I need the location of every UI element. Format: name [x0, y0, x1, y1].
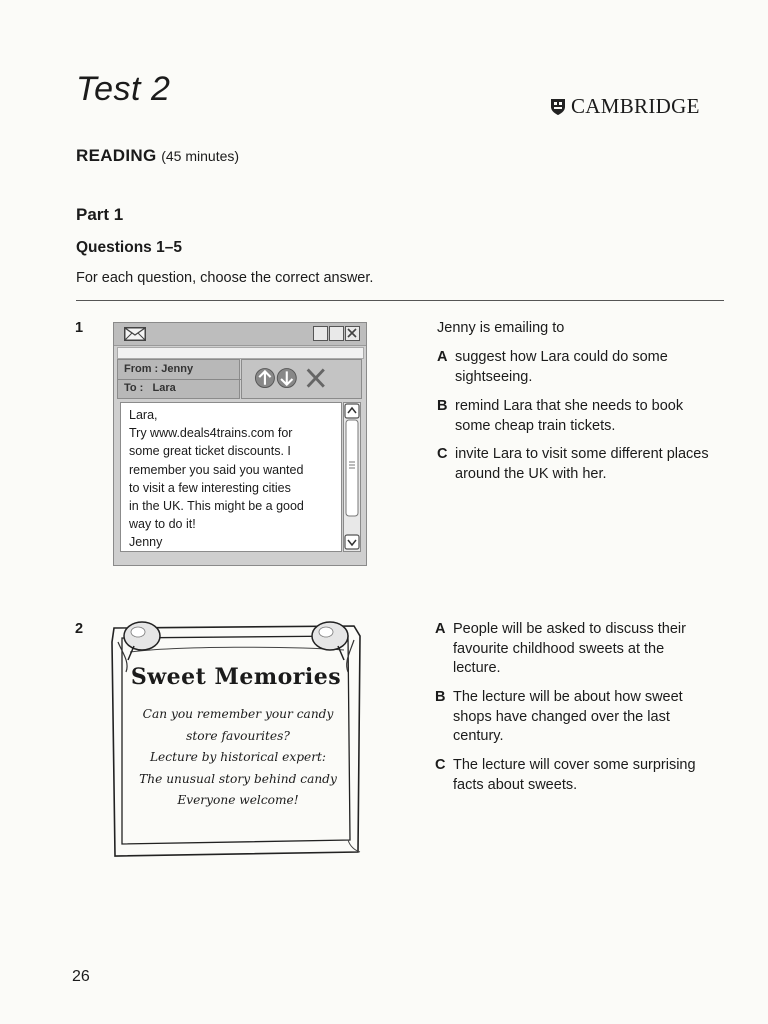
- option-line: facts about sweets.: [453, 776, 578, 793]
- email-nav-controls: [241, 359, 362, 399]
- cambridge-brand: [550, 94, 700, 119]
- email-line: in the UK. This might be a good: [129, 499, 304, 514]
- email-toolbar-strip: [117, 347, 364, 359]
- down-arrow-icon: [277, 369, 296, 388]
- from-value: Jenny: [161, 363, 194, 375]
- option-text: [453, 688, 723, 747]
- option-letter: C: [435, 757, 446, 773]
- header-divider: [118, 379, 241, 380]
- option-text: [453, 756, 723, 795]
- email-window: [113, 322, 367, 566]
- option-letter: A: [437, 349, 448, 365]
- option-line: around the UK with her.: [455, 465, 607, 482]
- option-line: century.: [453, 728, 504, 744]
- question-stem: Jenny is emailing to: [437, 320, 565, 336]
- option-text: [455, 348, 725, 387]
- option-letter: B: [435, 689, 446, 705]
- option-line: favourite childhood sweets at the: [453, 640, 665, 657]
- option-text: [455, 397, 725, 436]
- from-label: From :: [124, 363, 159, 375]
- email-line: way to do it!: [129, 517, 196, 532]
- to-value: Lara: [152, 382, 176, 394]
- email-line: Lara,: [129, 408, 158, 422]
- email-line: remember you said you wanted: [129, 462, 304, 477]
- option-line: shops have changed over the last: [453, 708, 670, 725]
- page-title: Test 2: [76, 70, 171, 108]
- email-header: [117, 359, 240, 399]
- option-text: [455, 445, 725, 484]
- page-number: 26: [72, 968, 90, 985]
- email-line: some great ticket discounts. I: [129, 444, 291, 459]
- answer-option-b: [437, 397, 725, 436]
- option-line: lecture.: [453, 660, 501, 676]
- scroll-thumb: [346, 420, 358, 516]
- option-line: The lecture will cover some surprising: [453, 757, 696, 773]
- answer-option-b: [435, 688, 723, 747]
- poster-line: store favourites?: [186, 728, 290, 743]
- poster-line: Everyone welcome!: [177, 793, 299, 807]
- delete-x-icon: [308, 370, 324, 387]
- maximize-icon: [329, 326, 344, 341]
- part-heading: Part 1: [76, 205, 124, 224]
- email-nav-icons: [242, 360, 361, 398]
- answer-option-a: [435, 620, 723, 679]
- to-label: To :: [124, 382, 144, 394]
- question-number: 2: [75, 621, 84, 637]
- question-number: 1: [75, 320, 84, 336]
- option-line: invite Lara to visit some different places: [455, 446, 709, 462]
- scroll-up-icon: [345, 404, 359, 418]
- option-line: suggest how Lara could do some: [455, 349, 668, 365]
- option-line: The lecture will be about how sweet: [453, 689, 683, 705]
- questions-heading: Questions 1–5: [76, 239, 182, 256]
- crest-icon: [550, 98, 566, 116]
- poster-line: Can you remember your candy: [142, 707, 334, 721]
- poster-body: [130, 704, 346, 812]
- answer-option-c: [437, 445, 725, 484]
- email-body: [120, 402, 342, 552]
- instruction-text: For each question, choose the correct answer.: [76, 270, 374, 286]
- email-line: to visit a few interesting cities: [129, 480, 291, 495]
- close-window-icon: [345, 326, 360, 341]
- divider: [76, 300, 724, 301]
- section-duration: (45 minutes): [161, 148, 240, 164]
- window-controls: [312, 326, 360, 341]
- option-text: [453, 620, 723, 679]
- to-field: [124, 382, 176, 394]
- envelope-icon: [124, 327, 146, 341]
- minimize-icon: [313, 326, 328, 341]
- up-arrow-icon: [255, 369, 274, 388]
- scroll-down-icon: [345, 535, 359, 549]
- option-line: remind Lara that she needs to book: [455, 398, 684, 414]
- email-scrollbar: [343, 402, 361, 552]
- email-titlebar: [114, 323, 366, 346]
- poster-title: Sweet Memories: [130, 664, 342, 690]
- poster-line: Lecture by historical expert:: [149, 750, 327, 764]
- section-name: READING: [76, 146, 157, 165]
- option-line: sightseeing.: [455, 368, 533, 385]
- answer-option-c: [435, 756, 723, 795]
- option-line: some cheap train tickets.: [455, 417, 616, 434]
- option-letter: A: [435, 621, 446, 637]
- notice-poster: [108, 612, 364, 858]
- poster-line: The unusual story behind candy: [139, 771, 337, 786]
- email-line: Try www.deals4trains.com for: [129, 426, 293, 441]
- option-letter: C: [437, 446, 448, 462]
- option-line: People will be asked to discuss their: [453, 621, 686, 637]
- option-letter: B: [437, 398, 448, 414]
- section-heading: [76, 146, 239, 166]
- email-line: Jenny: [129, 535, 163, 550]
- from-field: [124, 363, 193, 375]
- brand-name: CAMBRIDGE: [571, 94, 700, 118]
- answer-option-a: [437, 348, 725, 387]
